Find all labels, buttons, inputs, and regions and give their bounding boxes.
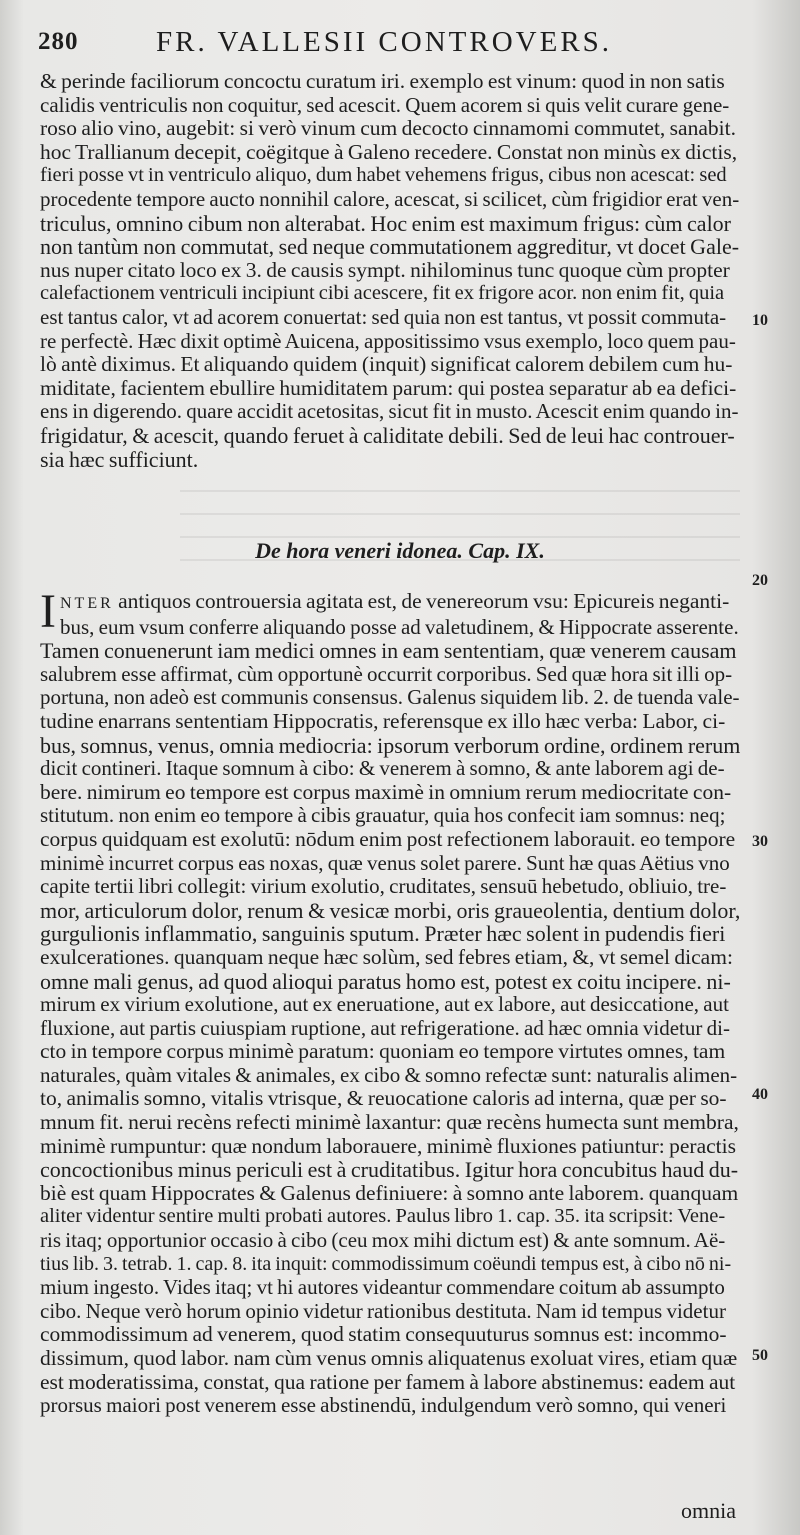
text-line: frigidatur, & acescit, quando feruet à caliditate debili. Sed de leui hac controuer- — [40, 422, 735, 448]
page-number: 280 — [38, 28, 79, 55]
text-line — [40, 590, 740, 616]
text-line: non tantùm non commutat, sed neque commutationem aggreditur, vt docet Gale- — [40, 234, 740, 260]
text-line: roso alio vino, augebit: si verò vinum cum decocto cinnamomi commutet, sanabit. — [40, 116, 736, 141]
text-line: to, animalis somno, vitalis vtrisque, & reuocatione caloris ad interna, quæ per so- — [40, 1086, 727, 1111]
text-line-fragment: antiquos controuersia agitata est, de venereorum vsu: Epicureis neganti- — [113, 589, 730, 613]
text-block-bottom — [40, 585, 741, 1418]
text-block-top — [40, 70, 740, 471]
text-line: ens in digerendo. quare accidit acetositas, sicut fit in musto. Acescit enim quando in- — [40, 399, 739, 424]
text-line: mor, articulorum dolor, renum & vesicæ morbi, oris graueolentia, dentium dolor, — [40, 897, 741, 923]
margin-line-number: 50 — [752, 1347, 768, 1364]
text-line: dicit contineri. Itaque somnum à cibo: & venerem à somno, & ante laborem agi de- — [40, 756, 725, 781]
text-line: minimè rumpuntur: quæ nondum laborauere, minimè fluxiones patiuntur: peractis — [40, 1133, 736, 1158]
text-line: calidis ventriculis non coquitur, sed acescit. Quem acorem si quis velit curare gene- — [40, 92, 730, 117]
text-line: dissimum, quod labor. nam cùm venus omnis aliquatenus exoluat vires, etiam quæ — [40, 1346, 738, 1370]
text-line: lò antè diximus. Et aliquando quidem (inquit) significat calorem debilem cum hu- — [40, 352, 733, 377]
catchword: omnia — [681, 1498, 736, 1523]
text-line: omne mali genus, ad quod alioqui paratus homo est, potest ex coitu incipere. ni- — [40, 968, 731, 994]
text-line: mirum ex virium exolutione, aut ex eneruatione, aut ex labore, aut desiccatione, aut — [40, 992, 729, 1017]
text-line: calefactionem ventriculi incipiunt cibi acescere, fit ex frigore acor. non enim fit, quia — [40, 282, 725, 305]
text-line: stitutum. non enim eo tempore à cibis grauatur, quia hos confecit iam somnus: neq; — [40, 803, 726, 828]
text-line: minimè incurret corpus eas noxas, quæ venus solet parere. Sunt hæ quas Aëtius vno — [40, 850, 730, 875]
text-line: naturales, quàm vitales & animales, ex cibo & somno refectæ sunt: naturalis alimen- — [40, 1062, 738, 1087]
text-line: cibo. Neque verò horum opinio videtur rationibus destituta. Nam id tempus videtur — [40, 1298, 726, 1323]
text-line: bere. nimirum eo tempore est corpus maximè in omnium rerum mediocritate con- — [40, 779, 732, 804]
first-word-caps: NTER — [59, 595, 114, 612]
text-line: hoc Trallianum decepit, coëgitque à Galeno recedere. Constat non minùs ex dictis, — [40, 139, 738, 164]
text-line: commodissimum ad venerem, quod statim consequuturus somnus est: incommo- — [40, 1322, 727, 1347]
text-line: exulcerationes. quanquam neque hæc solùm, sed febres etiam, &, vt semel dicam: — [40, 944, 733, 969]
text-line: fieri posse vt in ventriculo aliquo, dum habet vehemens frigus, cibus non acescat: sed — [40, 164, 727, 187]
text-line: & perinde faciliorum concoctu curatum iri. exemplo est vinum: quod in non satis — [40, 69, 725, 93]
text-line: prorsus maiori post venerem esse abstinendū, indulgendum verò somno, qui veneri — [40, 1393, 727, 1418]
text-line: capite tertii libri collegit: virium exolutio, cruditates, sensuū hebetudo, obliuio, tre- — [40, 874, 727, 899]
text-line: portuna, non adeò est communis consensus. Galenus siquidem lib. 2. de tuenda vale- — [40, 685, 740, 710]
text-line: tudine enarrans sententiam Hippocratis, referensque ex illo hæc verba: Labor, ci- — [40, 708, 726, 733]
text-line: bus, somnus, venus, omnia mediocria: ipsorum verborum ordine, ordinem rerum — [40, 732, 741, 758]
margin-line-number: 20 — [752, 572, 768, 589]
margin-line-number: 40 — [752, 1086, 768, 1103]
show-through-text — [180, 490, 740, 580]
text-line: miditate, facientem ebullire humiditatem parum: qui postea separatur ab ea defici- — [40, 375, 737, 400]
margin-line-number: 30 — [752, 833, 768, 850]
text-line: triculus, omnino cibum non alterabat. Hoc enim est maximum frigus: cùm calor — [40, 210, 732, 236]
margin-line-number: 10 — [752, 312, 768, 329]
text-line: salubrem esse affirmat, cùm opportunè occurrit corporibus. Sed quæ hora sit illi op- — [40, 661, 733, 686]
text-line: Tamen conuenerunt iam medici omnes in eam sententiam, quæ venerem causam — [40, 638, 737, 664]
drop-initial: I — [40, 585, 56, 638]
text-line: aliter videntur sentire multi probati autores. Paulus libro 1. cap. 35. ita scripsit: Vene- — [40, 1205, 726, 1228]
text-line: concoctionibus minus periculi est à cruditatibus. Igitur hora concubitus haud du- — [40, 1157, 739, 1183]
text-line: cto in tempore corpus minimè paratum: quoniam eo tempore virtutes omnes, tam — [40, 1039, 726, 1064]
text-line: biè est quam Hippocrates & Galenus definiuere: à somno ante laborem. quanquam — [40, 1180, 739, 1205]
text-line: mium ingesto. Vides itaq; vt hi autores videantur commendare coitum ab assumpto — [40, 1275, 725, 1300]
text-line: sia hæc sufficiunt. — [40, 446, 199, 472]
text-line: gurgulionis inflammatio, sanguinis sputum. Præter hæc solent in pudendis fieri — [40, 921, 726, 947]
page-header — [38, 22, 738, 62]
text-line: nus nuper citato loco ex 3. de causis sympt. nihilominus tunc quoque cùm propter — [40, 257, 730, 282]
text-line: corpus quidquam est exolutū: nōdum enim post refectionem laborauit. eo tempore — [40, 826, 736, 851]
text-line: mnum fit. nerui recèns refecti minimè laxantur: quæ recèns humecta sunt membra, — [40, 1110, 739, 1135]
text-line: est tantus calor, vt ad acorem conuertat: sed quia non est tantus, vt possit commuta- — [40, 304, 727, 329]
text-line: tius lib. 3. tetrab. 1. cap. 8. ita inquit: commodissimum coëundi tempus est, à cibo nō ni- — [40, 1252, 732, 1275]
chapter-title: De hora veneri idonea. Cap. IX. — [255, 538, 545, 563]
text-line: bus, eum vsum conferre aliquando posse ad valetudinem, & Hippocrate asserente. — [59, 614, 739, 639]
text-line: ris itaq; opportunior occasio à cibo (ceu mox mihi dictum est) & ante somnum. Aë- — [40, 1228, 726, 1253]
text-line: re perfectè. Hæc dixit optimè Auicena, appositissimo vsus exemplo, loco quem pau- — [40, 328, 736, 353]
running-head: FR. VALLESII CONTROVERS. — [156, 26, 613, 58]
text-line: est moderatissima, constat, qua ratione per famem à labore abstinemus: eadem aut — [40, 1369, 736, 1394]
text-line: fluxione, aut partis cuiuspiam ruptione, aut refrigeratione. ad hæc omnia videtur di- — [40, 1015, 730, 1040]
text-line: procedente tempore aucto nonnihil calore, acescat, si scilicet, cùm frigidior erat ven- — [40, 186, 740, 211]
